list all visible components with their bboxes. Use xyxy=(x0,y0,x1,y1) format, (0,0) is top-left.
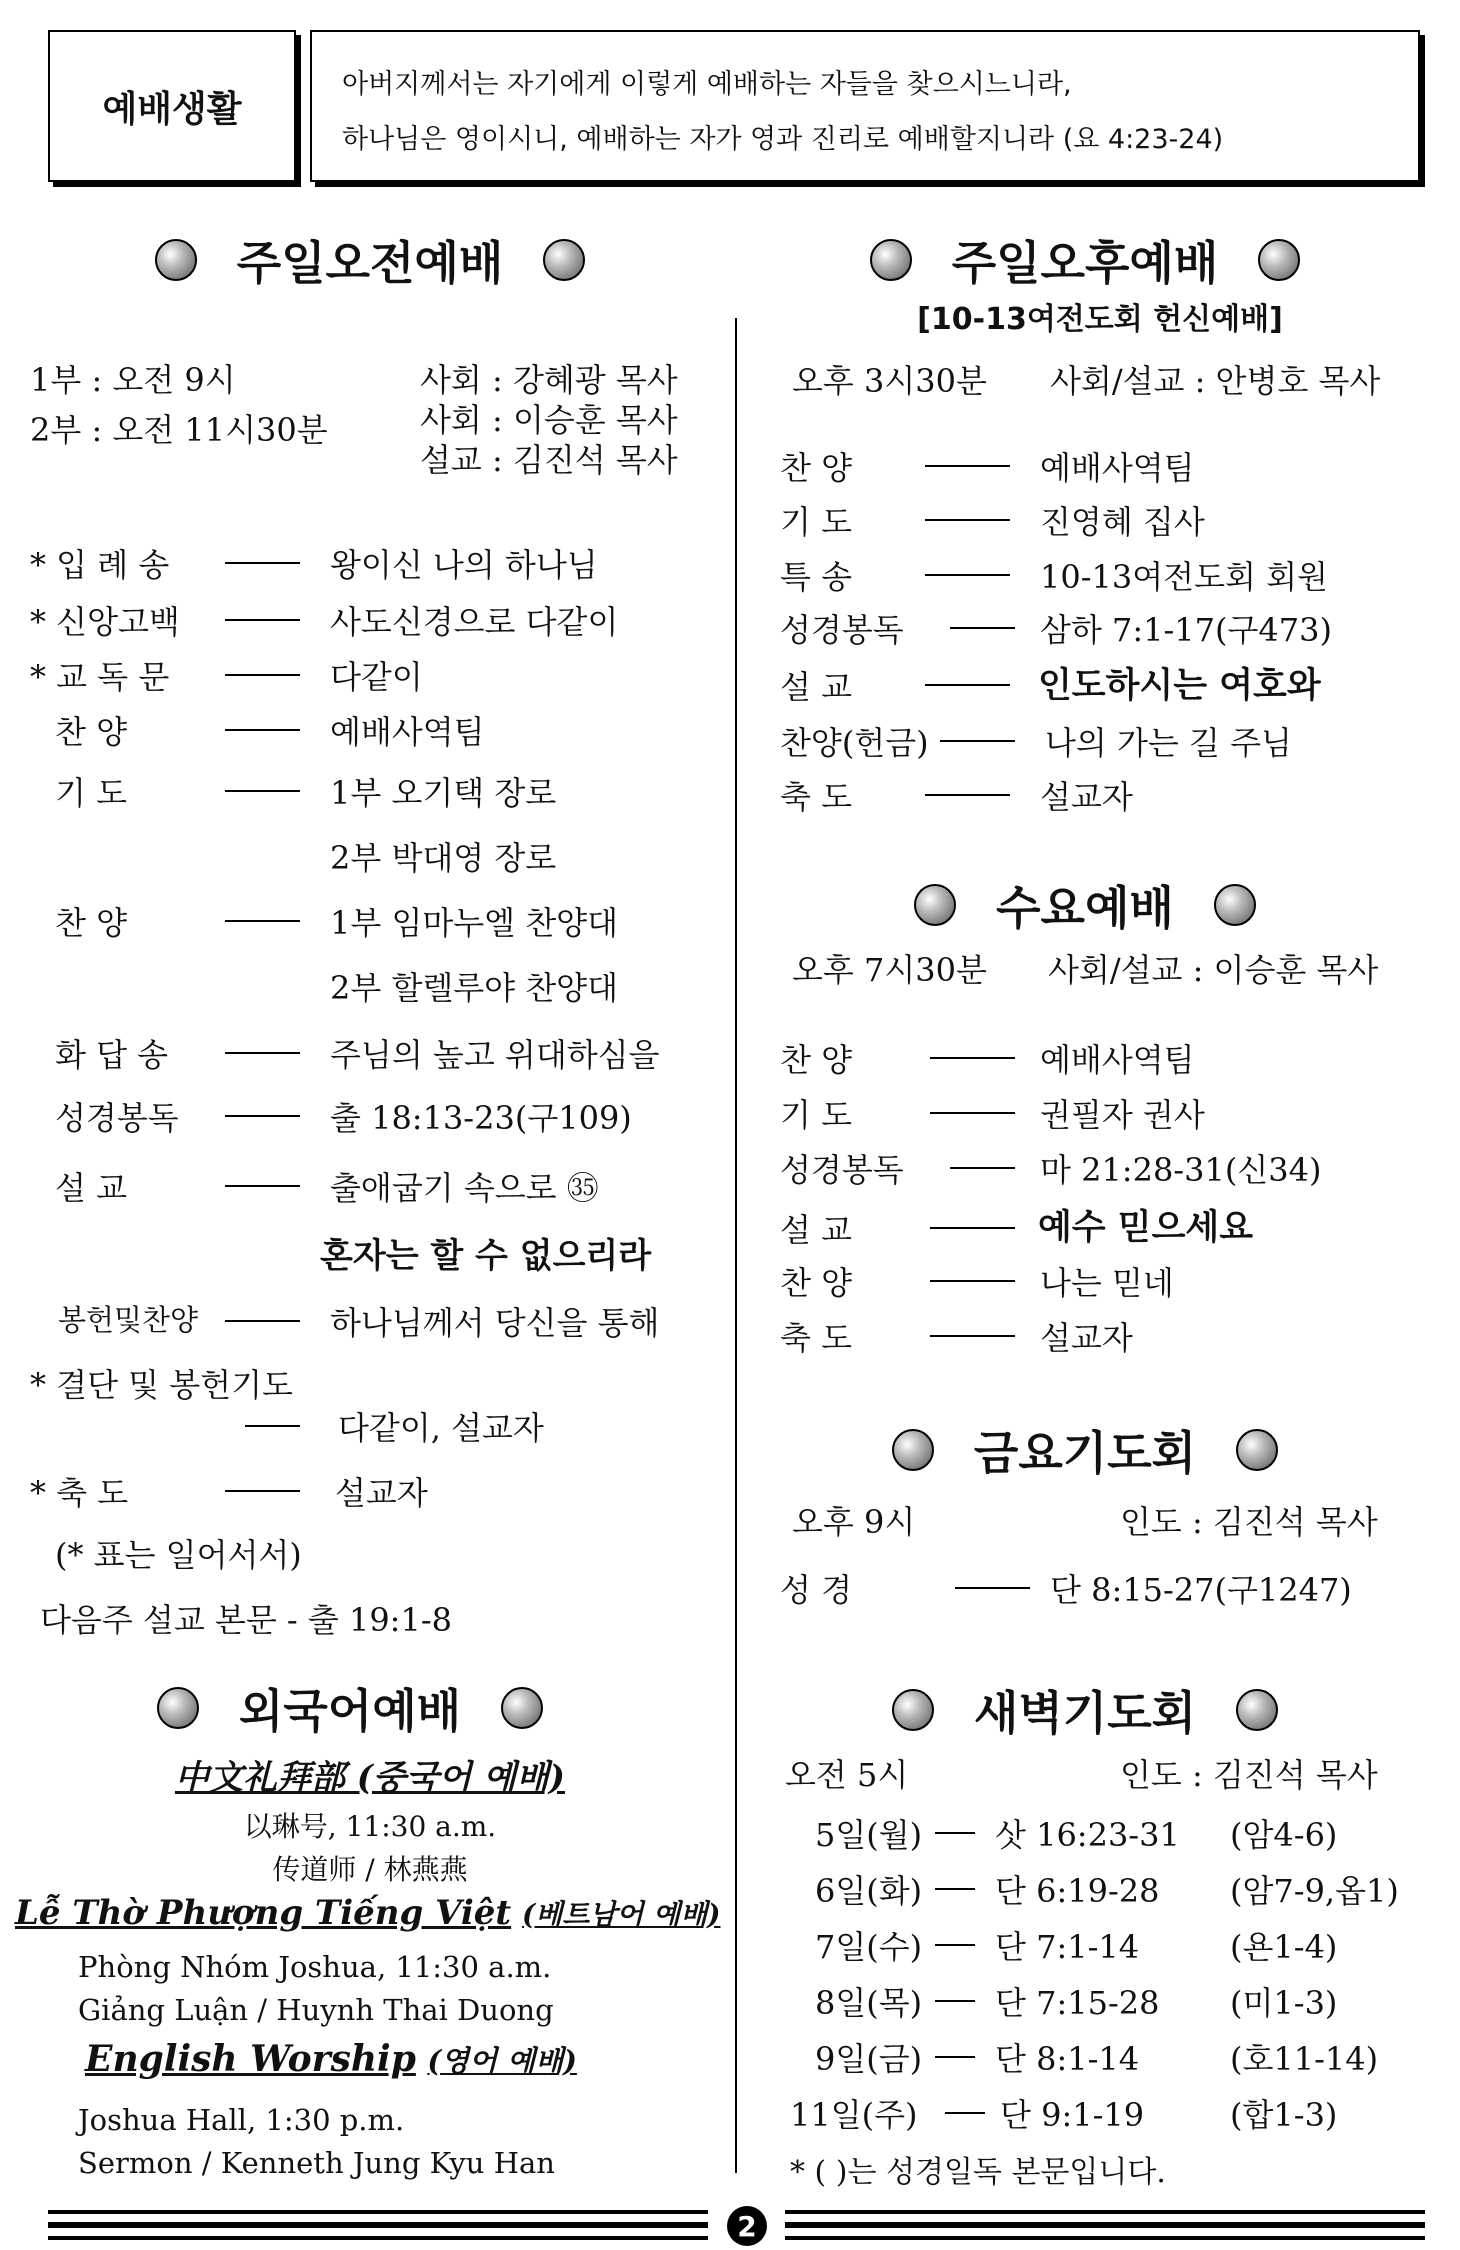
order-label: * 교 독 문 xyxy=(30,658,170,696)
scripture-label: 성 경 xyxy=(780,1571,852,1609)
dash-line xyxy=(935,2056,975,2058)
dash-line xyxy=(930,1280,1015,1282)
order-value: 출애굽기 속으로 ㉟ xyxy=(330,1169,599,1207)
verse-box xyxy=(310,30,1420,182)
dash-line xyxy=(935,1944,975,1946)
order-value: 하나님께서 당신을 통해 xyxy=(330,1304,660,1342)
order-label: 설 교 xyxy=(780,668,852,706)
foreign-service-heading xyxy=(120,1678,580,1738)
day-ref: (욘1-4) xyxy=(1230,1928,1338,1966)
dash-line xyxy=(225,1490,300,1492)
day-ref: (호11-14) xyxy=(1230,2040,1379,2078)
day-ref: (미1-3) xyxy=(1230,1984,1338,2022)
section-title: 예배생활 xyxy=(102,88,242,130)
dash-line xyxy=(935,1888,975,1890)
order-label: * 신앙고백 xyxy=(30,603,180,641)
standing-note: (* 표는 일어서서) xyxy=(55,1536,302,1574)
order-label: 찬 양 xyxy=(780,1264,852,1302)
dash-line xyxy=(940,740,1015,742)
order-label: 축 도 xyxy=(780,778,852,816)
order-label: 기 도 xyxy=(780,503,852,541)
bullet-ball-icon xyxy=(543,239,585,281)
order-label: 찬 양 xyxy=(780,1041,852,1079)
morning-time-2: 2부 : 오전 11시30분 xyxy=(30,411,328,449)
day-text: 단 7:1-14 xyxy=(995,1928,1140,1966)
dash-line xyxy=(935,2000,975,2002)
chinese-line-1: 以琳号, 11:30 a.m. xyxy=(243,1810,497,1843)
order-value: 나는 믿네 xyxy=(1040,1264,1174,1302)
afternoon-host: 사회/설교 : 안병호 목사 xyxy=(1050,362,1381,400)
wednesday-title: 수요예배 xyxy=(996,881,1174,935)
order-label: 설 교 xyxy=(55,1169,127,1207)
english-line-1: Joshua Hall, 1:30 p.m. xyxy=(78,2103,405,2137)
order-value: 다같이 xyxy=(330,658,423,696)
bullet-ball-icon xyxy=(1214,884,1256,926)
bullet-ball-icon xyxy=(155,239,197,281)
dash-line xyxy=(225,729,300,731)
sermon-title: 혼자는 할 수 없으리라 xyxy=(320,1236,652,1276)
dash-line xyxy=(225,790,300,792)
day-text: 단 8:1-14 xyxy=(995,2040,1140,2078)
wednesday-host: 사회/설교 : 이승훈 목사 xyxy=(1048,951,1379,989)
order-value-2: 2부 박대영 장로 xyxy=(330,839,557,877)
dash-line xyxy=(925,519,1010,521)
friday-time: 오후 9시 xyxy=(792,1503,916,1541)
section-header-box xyxy=(48,30,296,182)
english-suffix: (영어 예배) xyxy=(427,2044,577,2078)
dawn-title: 새벽기도회 xyxy=(973,1686,1197,1740)
afternoon-title: 주일오후예배 xyxy=(951,236,1219,290)
dash-line xyxy=(225,1320,300,1322)
dash-line xyxy=(225,920,300,922)
order-value: 예배사역팀 xyxy=(1040,449,1195,487)
bullet-ball-icon xyxy=(870,239,912,281)
order-label: * 축 도 xyxy=(30,1474,129,1512)
bullet-ball-icon xyxy=(157,1687,199,1729)
footer-rule xyxy=(785,2210,1425,2214)
dash-line xyxy=(950,627,1015,629)
column-divider xyxy=(735,318,737,2173)
bullet-ball-icon xyxy=(1236,1429,1278,1471)
morning-time-1: 1부 : 오전 9시 xyxy=(30,361,236,399)
chinese-service-title: 中文礼拜部 (중국어 예배) xyxy=(174,1758,566,1798)
day-label: 7일(수) xyxy=(815,1928,923,1966)
order-value: 주님의 높고 위대하심을 xyxy=(330,1036,660,1074)
vietnamese-suffix: (베트남어 예배) xyxy=(521,1898,721,1931)
order-label: 찬양(헌금) xyxy=(780,724,929,762)
order-label: 성경봉독 xyxy=(780,1151,904,1189)
friday-service-heading xyxy=(870,1420,1300,1480)
verse-line-1: 아버지께서는 자기에게 이렇게 예배하는 자들을 찾으시느니라, xyxy=(342,69,1072,100)
footer-rule xyxy=(48,2222,708,2228)
footer-rule xyxy=(48,2236,708,2240)
friday-leader: 인도 : 김진석 목사 xyxy=(1120,1503,1378,1541)
vietnamese-line-1: Phòng Nhóm Joshua, 11:30 a.m. xyxy=(78,1950,552,1984)
dash-line xyxy=(225,1185,300,1187)
dash-line xyxy=(225,619,300,621)
scripture-value: 단 8:15-27(구1247) xyxy=(1050,1571,1352,1609)
order-label: * 입 례 송 xyxy=(30,546,170,584)
order-value: 설교자 xyxy=(1040,1319,1133,1357)
day-label: 9일(금) xyxy=(815,2040,923,2078)
dash-line xyxy=(930,1227,1015,1229)
day-text: 단 7:15-28 xyxy=(995,1984,1160,2022)
dash-line xyxy=(935,1832,975,1834)
bullet-ball-icon xyxy=(1236,1689,1278,1731)
order-label: 성경봉독 xyxy=(55,1099,179,1137)
afternoon-service-heading xyxy=(870,230,1300,290)
day-label: 6일(화) xyxy=(815,1872,923,1910)
dash-line xyxy=(945,2112,985,2114)
order-label: 축 도 xyxy=(780,1319,852,1357)
order-value: 설교자 xyxy=(1040,778,1133,816)
dash-line xyxy=(225,674,300,676)
day-label: 8일(목) xyxy=(815,1984,923,2022)
order-value: 예배사역팀 xyxy=(330,713,485,751)
order-label: 기 도 xyxy=(55,774,127,812)
dash-line xyxy=(925,794,1010,796)
order-label: 찬 양 xyxy=(55,713,127,751)
friday-title: 금요기도회 xyxy=(973,1426,1197,1480)
afternoon-time: 오후 3시30분 xyxy=(792,362,987,400)
order-value: 1부 오기택 장로 xyxy=(330,774,557,812)
dash-line xyxy=(930,1057,1015,1059)
foreign-title: 외국어예배 xyxy=(238,1684,462,1738)
order-value: 왕이신 나의 하나님 xyxy=(330,546,598,584)
day-ref: (암4-6) xyxy=(1230,1816,1338,1854)
order-value: 진영혜 집사 xyxy=(1040,503,1205,541)
dawn-leader: 인도 : 김진석 목사 xyxy=(1120,1756,1378,1794)
bullet-ball-icon xyxy=(892,1689,934,1731)
day-label: 5일(월) xyxy=(815,1816,923,1854)
bullet-ball-icon xyxy=(501,1687,543,1729)
order-label: 설 교 xyxy=(780,1211,852,1249)
day-text: 단 9:1-19 xyxy=(1000,2096,1145,2134)
footer-rule xyxy=(785,2236,1425,2240)
dash-line xyxy=(925,465,1010,467)
vietnamese-title: Lễ Thờ Phượng Tiếng Việt xyxy=(15,1893,512,1933)
order-value: 설교자 xyxy=(335,1474,428,1512)
next-week-text: 다음주 설교 본문 - 출 19:1-8 xyxy=(40,1601,452,1639)
order-label: 찬 양 xyxy=(780,449,852,487)
day-ref: (암7-9,옵1) xyxy=(1230,1872,1399,1910)
wednesday-service-heading xyxy=(870,875,1300,935)
dawn-time: 오전 5시 xyxy=(785,1756,909,1794)
morning-service-heading xyxy=(140,230,600,290)
morning-host-1: 사회 : 강혜광 목사 xyxy=(420,361,678,399)
dash-line xyxy=(925,684,1010,686)
day-label: 11일(주) xyxy=(790,2096,918,2134)
chinese-line-2: 传道师 / 林燕燕 xyxy=(272,1853,468,1886)
order-value: 나의 가는 길 주님 xyxy=(1045,724,1292,762)
order-value: 출 18:13-23(구109) xyxy=(330,1099,632,1137)
english-title: English Worship xyxy=(85,2038,416,2080)
vietnamese-service-title xyxy=(15,1893,721,1933)
bullet-ball-icon xyxy=(914,884,956,926)
dash-line xyxy=(925,574,1010,576)
wednesday-time: 오후 7시30분 xyxy=(792,951,987,989)
order-label: 특 송 xyxy=(780,558,852,596)
bullet-ball-icon xyxy=(1258,239,1300,281)
dawn-note: * ( )는 성경일독 본문입니다. xyxy=(790,2155,1166,2190)
sermon-title: 예수 믿으세요 xyxy=(1038,1208,1254,1248)
order-value: 사도신경으로 다같이 xyxy=(330,603,619,641)
dash-line xyxy=(930,1335,1015,1337)
sermon-title: 인도하시는 여호와 xyxy=(1038,666,1321,706)
order-value: 삼하 7:1-17(구473) xyxy=(1040,611,1332,649)
english-service-title xyxy=(85,2038,577,2080)
order-value: 다같이, 설교자 xyxy=(338,1409,544,1447)
order-label: 기 도 xyxy=(780,1096,852,1134)
order-label: 찬 양 xyxy=(55,904,127,942)
order-value: 10-13여전도회 회원 xyxy=(1040,558,1328,596)
dawn-service-heading xyxy=(870,1680,1300,1740)
order-value: 예배사역팀 xyxy=(1040,1041,1195,1079)
english-line-2: Sermon / Kenneth Jung Kyu Han xyxy=(78,2146,555,2180)
order-label: 성경봉독 xyxy=(780,611,904,649)
dash-line xyxy=(245,1425,300,1427)
footer-rule xyxy=(48,2210,708,2214)
dash-line xyxy=(950,1167,1015,1169)
dash-line xyxy=(225,1052,300,1054)
order-label: 화 답 송 xyxy=(55,1036,169,1074)
vietnamese-line-2: Giảng Luận / Huynh Thai Duong xyxy=(78,1993,554,2027)
dash-line xyxy=(225,1115,300,1117)
footer-rule xyxy=(785,2222,1425,2228)
page-number: 2 xyxy=(727,2206,767,2246)
day-text: 단 6:19-28 xyxy=(995,1872,1160,1910)
dash-line xyxy=(955,1587,1030,1589)
morning-host-2: 사회 : 이승훈 목사 xyxy=(420,401,678,439)
order-value: 1부 임마누엘 찬양대 xyxy=(330,904,618,942)
order-label: 봉헌및찬양 xyxy=(58,1303,199,1337)
order-label: * 결단 및 봉헌기도 xyxy=(30,1366,293,1404)
morning-title: 주일오전예배 xyxy=(236,236,504,290)
verse-line-2: 하나님은 영이시니, 예배하는 자가 영과 진리로 예배할지니라 (요 4:23-24) xyxy=(342,124,1224,155)
dash-line xyxy=(930,1112,1015,1114)
bullet-ball-icon xyxy=(892,1429,934,1471)
day-text: 삿 16:23-31 xyxy=(995,1816,1180,1854)
order-value: 마 21:28-31(신34) xyxy=(1040,1151,1322,1189)
dash-line xyxy=(225,562,300,564)
day-ref: (합1-3) xyxy=(1230,2096,1338,2134)
order-value-2: 2부 할렐루야 찬양대 xyxy=(330,969,618,1007)
order-value: 권필자 권사 xyxy=(1040,1096,1205,1134)
afternoon-subtitle: [10-13여전도회 헌신예배] xyxy=(917,302,1283,337)
morning-preacher: 설교 : 김진석 목사 xyxy=(420,441,678,479)
